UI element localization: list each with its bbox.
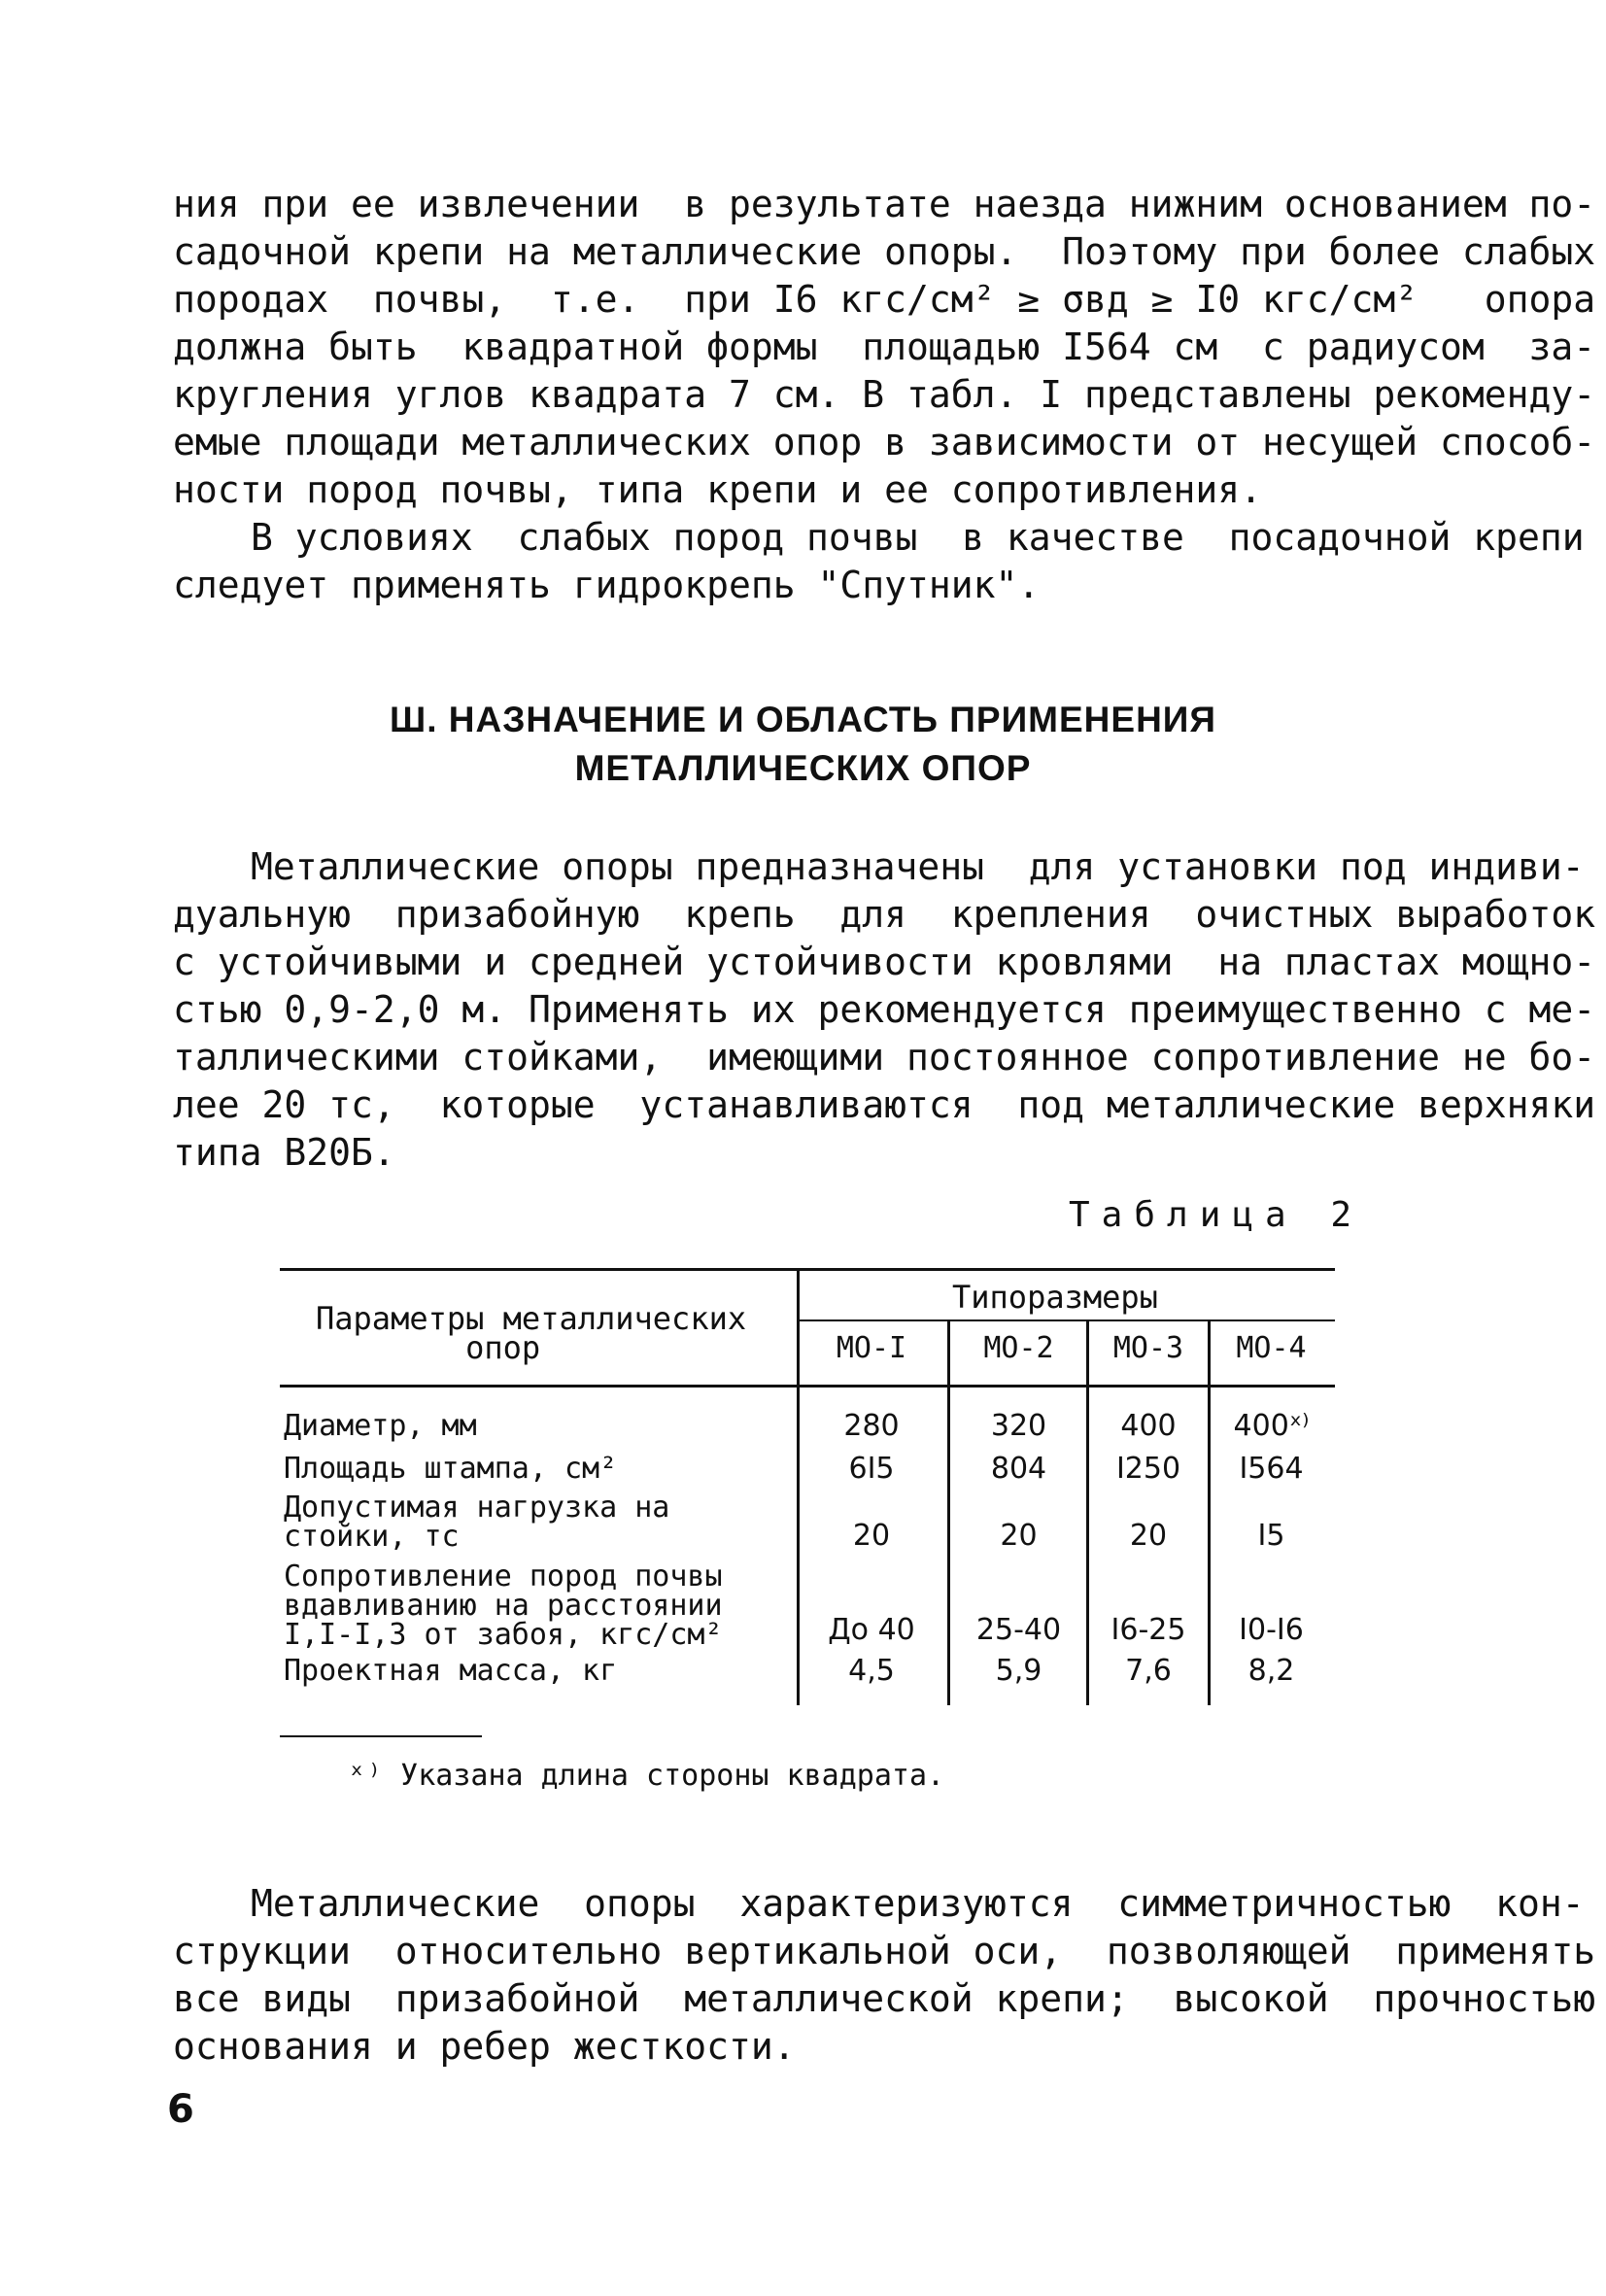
row-parameter: Допустимая нагрузка на стойки, тс <box>284 1491 670 1554</box>
table-cell: I250 <box>1115 1452 1181 1486</box>
text-line: ности пород почвы, типа крепи и ее сопротивления. <box>173 468 1263 511</box>
table-cell: 4,5 <box>848 1654 895 1688</box>
section-heading: МЕТАЛЛИЧЕСКИХ ОПОР <box>574 748 1032 788</box>
text-line: стью 0,9-2,0 м. Применять их рекомендуется преимущественно с ме- <box>173 988 1596 1031</box>
table-cell: 25-40 <box>975 1613 1062 1647</box>
table-cell: 400 <box>1120 1409 1177 1443</box>
table-rule <box>280 1385 1335 1388</box>
text-line: Металлические опоры характеризуются симметричностью кон- <box>251 1882 1585 1925</box>
table-cell: 20 <box>1129 1519 1168 1553</box>
table-cell: 20 <box>852 1519 891 1553</box>
text-line: дуальную призабойную крепь для крепления очистных выработок <box>173 893 1596 936</box>
table-rule <box>1208 1319 1211 1705</box>
table-cell: 6I5 <box>848 1452 895 1486</box>
text-line: типа В20Б. <box>173 1131 395 1174</box>
column-header: МО-I <box>836 1331 907 1365</box>
text-line: с устойчивыми и средней устойчивости кровлями на пластах мощно- <box>173 941 1596 983</box>
text-line: В условиях слабых пород почвы в качестве посадочной крепи <box>251 516 1585 559</box>
table-rule <box>280 1268 1335 1271</box>
row-parameter: Проектная масса, кг <box>284 1654 618 1688</box>
table-rule <box>797 1268 800 1705</box>
table-cell: 400ˣ⁾ <box>1233 1409 1310 1443</box>
table-cell: I6-25 <box>1111 1613 1186 1647</box>
table-cell: До 40 <box>828 1613 915 1647</box>
group-header: Типоразмеры <box>952 1279 1158 1316</box>
text-line: следует применять гидрокрепь "Спутник". <box>173 564 1041 606</box>
text-line: кругления углов квадрата 7 см. В табл. I представлены рекоменду- <box>173 373 1596 416</box>
table-cell: 5,9 <box>995 1654 1042 1688</box>
row-parameter: Диаметр, мм <box>284 1409 477 1443</box>
table-cell: 320 <box>990 1409 1047 1443</box>
text-line: лее 20 тс, которые устанавливаются под металлические верхняки <box>173 1083 1596 1126</box>
text-line: породах почвы, т.е. при I6 кгс/см² ≥ σвд ≥ I0 кгс/см² опора <box>173 278 1596 321</box>
table-cell: 7,6 <box>1125 1654 1172 1688</box>
param-header: Параметры металлических опор <box>316 1300 747 1366</box>
column-header: МО-3 <box>1112 1331 1184 1365</box>
text-line: все виды призабойной металлической крепи; высокой прочностью <box>173 1977 1596 2020</box>
footnote-rule <box>280 1735 482 1737</box>
table-cell: 8,2 <box>1247 1654 1295 1688</box>
table-cell: I5 <box>1257 1519 1285 1553</box>
table-cell: I0-I6 <box>1239 1613 1304 1647</box>
table-rule <box>1086 1319 1089 1705</box>
column-header: МО-2 <box>983 1331 1054 1365</box>
text-line: основания и ребер жесткости. <box>173 2025 796 2068</box>
table-title: Таблица 2 <box>1069 1195 1364 1235</box>
page-number: 6 <box>167 2087 194 2132</box>
table-cell: 280 <box>843 1409 900 1443</box>
text-line: садочной крепи на металлические опоры. Поэтому при более слабых <box>173 230 1596 273</box>
row-parameter: Сопротивление пород почвы вдавливанию на расстоянии I,I-I,3 от забоя, кгс/см² <box>284 1559 723 1652</box>
text-line: емые площади металлических опор в зависимости от несущей способ- <box>173 421 1596 463</box>
table-rule <box>797 1319 1335 1321</box>
text-line: Металлические опоры предназначены для установки под индиви- <box>251 845 1585 888</box>
table-cell: 20 <box>1000 1519 1038 1553</box>
section-heading: Ш. НАЗНАЧЕНИЕ И ОБЛАСТЬ ПРИМЕНЕНИЯ <box>390 700 1216 739</box>
text-line: струкции относительно вертикальной оси, позволяющей применять <box>173 1930 1596 1972</box>
text-line: должна быть квадратной формы площадью I564 см с радиусом за- <box>173 326 1596 368</box>
table-rule <box>947 1319 950 1705</box>
row-parameter: Площадь штампа, см² <box>284 1452 618 1486</box>
table-cell: 804 <box>990 1452 1047 1486</box>
text-line: ния при ее извлечении в результате наезда нижним основанием по- <box>173 183 1596 225</box>
footnote: ˣ⁾ Указана длина стороны квадрата. <box>348 1759 945 1793</box>
table-cell: I564 <box>1239 1452 1304 1486</box>
column-header: МО-4 <box>1236 1331 1307 1365</box>
text-line: таллическими стойками, имеющими постоянное сопротивление не бо- <box>173 1036 1596 1079</box>
